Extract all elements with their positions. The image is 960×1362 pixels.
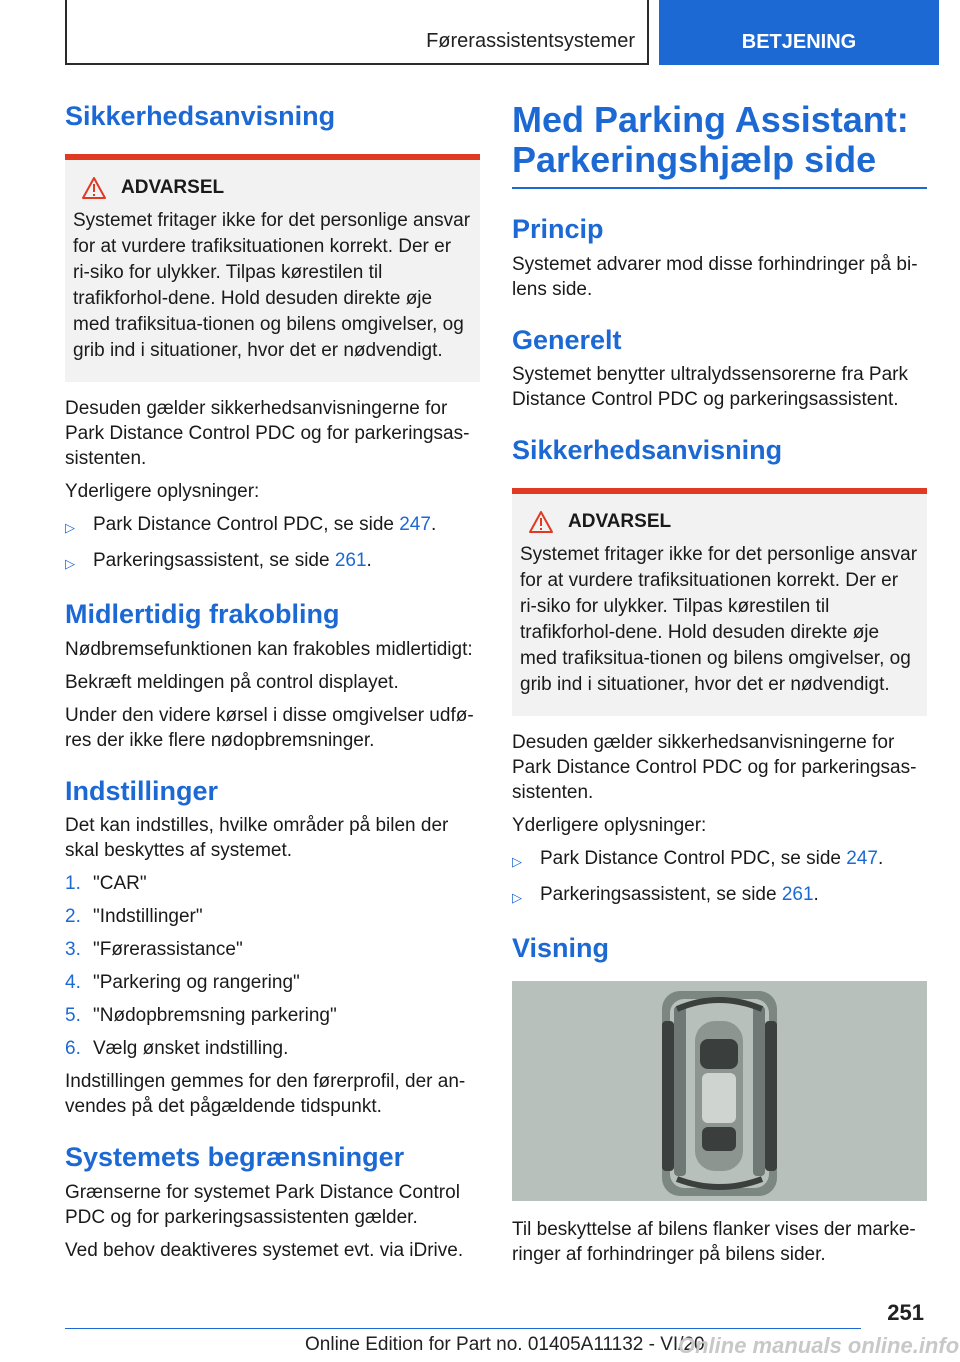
- warning-label: ADVARSEL: [121, 177, 225, 199]
- page-link[interactable]: 247: [846, 848, 878, 870]
- parking-display-image: [512, 981, 927, 1201]
- paragraph-also: Desuden gælder sikkerhedsanvisningerne for Park Distance Control PDC og for parkeringsas-sistenten.: [65, 398, 470, 470]
- temp-paragraph-1: Nødbremsefunktionen kan frakobles midlertidigt:: [65, 638, 473, 660]
- warning-triangle-icon: [528, 510, 554, 534]
- heading-general: Generelt: [512, 324, 622, 355]
- heading-safety: Sikkerhedsanvisning: [65, 101, 336, 131]
- list-item: [65, 548, 480, 576]
- edition-text: Online Edition for Part no. 01405A11132 - VI/20: [305, 1334, 705, 1355]
- warning-text: Systemet fritager ikke for det personlige ansvar for at vurdere trafiksituationen korrekt. Der er ri-siko for ulykker. Tilpas kørestilen til trafikforhol-dene. Hold desuden direkte øje med trafiksitua-tionen og bilens omgivelser, og grib ind i situationer, hvor det er nødvendigt.: [73, 210, 471, 362]
- list-item: [65, 970, 480, 995]
- heading-display: Visning: [512, 933, 610, 964]
- page-link[interactable]: 261: [334, 550, 367, 572]
- bullet-text: Park Distance Control PDC, se side: [540, 848, 847, 870]
- list-item: [512, 846, 927, 874]
- principle-paragraph: Systemet advarer mod disse forhindringer på bi-lens side.: [512, 253, 918, 300]
- warning-label: ADVARSEL: [568, 511, 672, 533]
- heading-safety-right: Sikkerhedsanvisning: [512, 434, 783, 465]
- paragraph-more: Yderligere oplysninger:: [65, 481, 260, 503]
- temp-paragraph-2: Bekræft meldingen på control displayet.: [65, 671, 399, 693]
- list-item: [65, 904, 480, 929]
- limits-paragraph-2: Ved behov deaktiveres systemet evt. via iDrive.: [65, 1239, 464, 1261]
- triangle-bullet-icon: ▷: [512, 890, 522, 906]
- bullet-text: Parkeringsassistent, se side: [540, 884, 782, 906]
- step-number: 2.: [65, 906, 81, 928]
- bullet-end: .: [366, 550, 372, 572]
- list-item: [65, 1036, 480, 1061]
- display-caption: Til beskyttelse af bilens flanker vises der marke-ringer af forhindringer på bilens sider.: [512, 1218, 916, 1265]
- step-number: 6.: [65, 1038, 81, 1060]
- triangle-bullet-icon: ▷: [65, 556, 75, 572]
- footer-divider: [65, 1328, 861, 1329]
- heading-settings: Indstillinger: [65, 775, 219, 806]
- main-heading: Med Parking Assistant: Parkeringshjælp side: [512, 100, 927, 189]
- step-text: "Førerassistance": [93, 939, 243, 961]
- step-text: "Indstillinger": [93, 906, 203, 928]
- settings-note: Indstillingen gemmes for den førerprofil, der an-vendes på det pågældende tidspunkt.: [65, 1071, 466, 1118]
- step-text: "Parkering og rangering": [93, 972, 300, 994]
- warning-box: [65, 154, 480, 382]
- car-top-view-icon: [512, 981, 927, 1201]
- bullet-end: .: [813, 884, 819, 906]
- bullet-list: [65, 512, 480, 576]
- steps-list: [65, 871, 480, 1061]
- step-number: 3.: [65, 939, 81, 961]
- triangle-bullet-icon: ▷: [512, 854, 522, 870]
- heading-temporary: Midlertidig frakobling: [65, 599, 340, 630]
- chapter-tab[interactable]: BETJENING: [659, 0, 939, 65]
- step-text: Vælg ønsket indstilling.: [93, 1038, 289, 1060]
- page-number: 251: [887, 1300, 924, 1325]
- settings-paragraph: Det kan indstilles, hvilke områder på bilen der skal beskyttes af systemet.: [65, 815, 449, 862]
- step-number: 1.: [65, 873, 81, 895]
- list-item: [65, 871, 480, 896]
- general-paragraph: Systemet benytter ultralydssensorerne fra Park Distance Control PDC og parkeringsassistent.: [512, 363, 909, 410]
- page-link[interactable]: 247: [399, 514, 431, 536]
- list-item: [65, 937, 480, 962]
- warning-triangle-icon: [81, 176, 107, 200]
- step-text: "CAR": [93, 873, 147, 895]
- list-item: [65, 1003, 480, 1028]
- temp-paragraph-3: Under den videre kørsel i disse omgivelser udfø-res der ikke flere nødopbremsninger.: [65, 704, 474, 751]
- paragraph-also: Desuden gælder sikkerhedsanvisningerne for Park Distance Control PDC og for parkeringsas-sistenten.: [512, 732, 917, 804]
- page-link[interactable]: 261: [781, 884, 814, 906]
- list-item: [512, 882, 927, 910]
- bullet-text: Parkeringsassistent, se side: [93, 550, 335, 572]
- limits-paragraph-1: Grænserne for systemet Park Distance Control PDC og for parkeringsassistenten gælder.: [65, 1181, 460, 1228]
- bullet-end: .: [430, 514, 437, 536]
- section-title: Førerassistentsystemer: [426, 30, 635, 52]
- step-number: 4.: [65, 972, 81, 994]
- paragraph-more: Yderligere oplysninger:: [512, 815, 707, 837]
- bullet-end: .: [877, 848, 884, 870]
- heading-limits: Systemets begrænsninger: [65, 1142, 405, 1173]
- step-text: "Nødopbremsning parkering": [93, 1005, 337, 1027]
- heading-principle: Princip: [512, 214, 604, 245]
- watermark: Online manuals online.info: [678, 1333, 960, 1358]
- step-number: 5.: [65, 1005, 81, 1027]
- triangle-bullet-icon: ▷: [65, 520, 75, 536]
- header-box: [65, 0, 649, 65]
- bullet-text: Park Distance Control PDC, se side: [93, 514, 400, 536]
- left-column: [65, 100, 480, 1263]
- warning-text: Systemet fritager ikke for det personlige ansvar for at vurdere trafiksituationen korrekt. Der er ri-siko for ulykker. Tilpas kørestilen til trafikforhol-dene. Hold desuden direkte øje med trafiksitua-tionen og bilens omgivelser, og grib ind i situationer, hvor det er nødvendigt.: [520, 544, 918, 696]
- right-column: [512, 100, 927, 1267]
- bullet-list: [512, 846, 927, 910]
- list-item: [65, 512, 480, 540]
- warning-box: [512, 488, 927, 716]
